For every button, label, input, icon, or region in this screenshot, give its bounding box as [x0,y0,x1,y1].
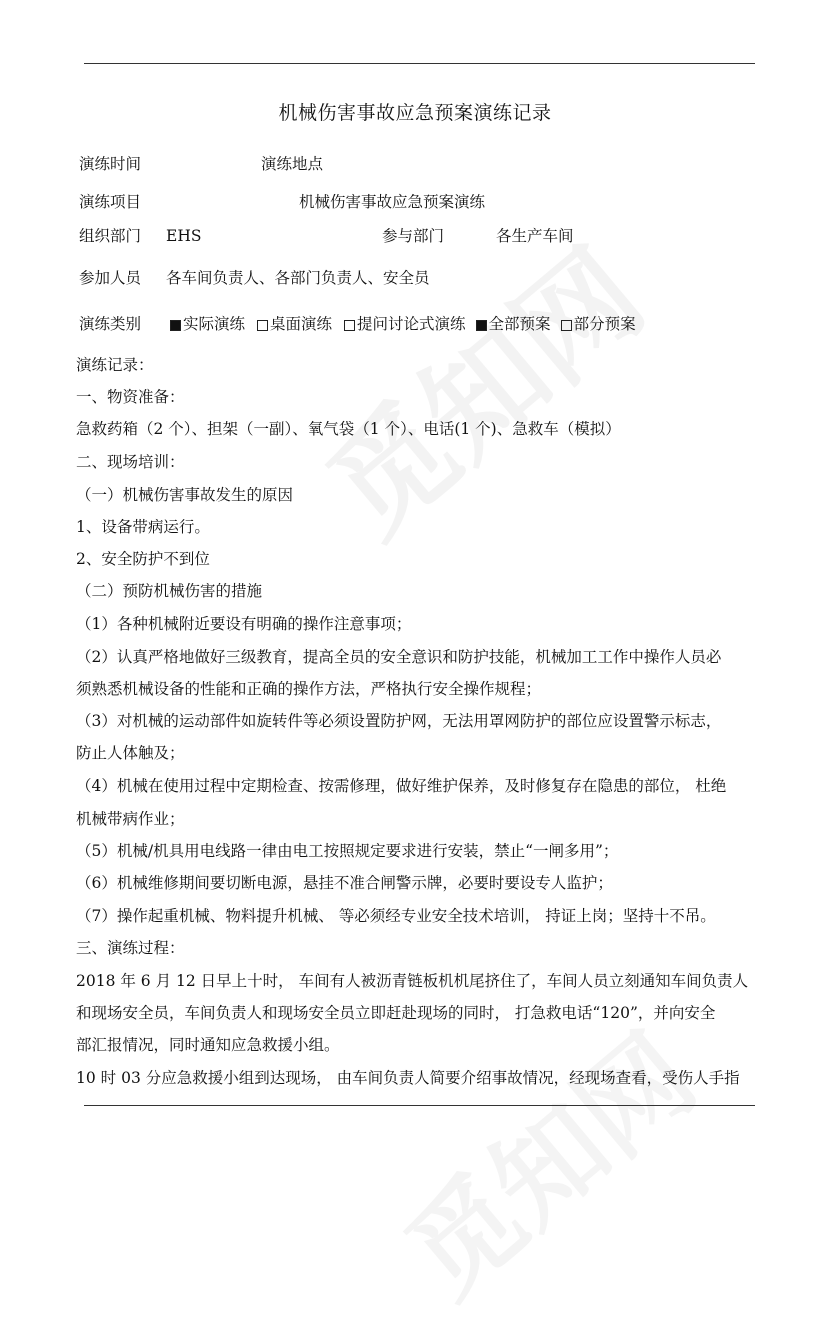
measure-1: （1）各种机械附近要设有明确的操作注意事项； [76,615,412,633]
type-options [170,314,648,334]
measure-3-line-2: 防止人体触及； [76,744,185,762]
measure-4-line-1: （4）机械在使用过程中定期检查、按需修理，做好维护保养，及时修复存在隐患的部位， 杜绝 [76,777,727,795]
participant-dept-value: 各生产车间 [496,227,574,245]
section-1-items: 急救药箱（2 个）、担架（一副）、氧气袋（1 个）、电话(1 个)、急救车（模拟） [76,420,621,438]
time-label: 演练时间 [79,155,142,173]
participants-value: 各车间负责人、各部门负责人、安全员 [166,269,430,287]
section-2-sub-2: （二）预防机械伤害的措施 [76,582,263,600]
checkbox-empty-icon [257,320,268,331]
type-label: 演练类别 [79,315,142,333]
cause-item-1: 1、设备带病运行。 [76,518,210,536]
section-1-title: 一、物资准备： [76,388,185,406]
project-value: 机械伤害事故应急预案演练 [299,193,486,211]
page-title: 机械伤害事故应急预案演练记录 [278,102,552,124]
measure-3-line-1: （3）对机械的运动部件如旋转件等必须设置防护网，无法用罩网防护的部位应设置警示标志， [76,712,722,730]
section-3-title: 三、演练过程： [76,939,185,957]
type-option-partial[interactable]: 部分预案 [561,314,636,334]
checkbox-empty-icon [561,320,572,331]
footer-rule [84,1105,755,1106]
header-rule [84,63,755,64]
measure-4-line-2: 机械带病作业； [76,810,185,828]
section-2-title: 二、现场培训： [76,453,185,471]
cause-item-2: 2、安全防护不到位 [76,550,210,568]
type-option-tabletop[interactable]: 桌面演练 [257,314,332,334]
watermark [287,204,673,567]
type-option-full[interactable]: 全部预案 [476,314,551,334]
watermark-bottom [368,992,722,1325]
type-option-discussion[interactable]: 提问讨论式演练 [344,314,466,334]
checkbox-checked-icon [170,320,181,331]
org-label: 组织部门 [79,227,142,245]
org-value: EHS [166,227,202,245]
process-para-2-line-1: 10 时 03 分应急救援小组到达现场， 由车间负责人简要介绍事故情况，经现场查看，受伤人手指 [76,1069,740,1087]
participant-dept-label: 参与部门 [382,227,445,245]
type-option-actual[interactable]: 实际演练 [170,314,245,334]
process-para-1-line-1: 2018 年 6 月 12 日早上十时， 车间有人被沥青链板机机尾挤住了，车间人员立刻通知车间负责人 [76,972,749,990]
process-para-1-line-2: 和现场安全员，车间负责人和现场安全员立即赶赴现场的同时， 打急救电话“120”，并向安全 [76,1004,716,1022]
record-label: 演练记录： [76,356,154,374]
measure-5: （5）机械/机具用电线路一律由电工按照规定要求进行安装，禁止“一闸多用”； [76,842,619,860]
measure-2-line-2: 须熟悉机械设备的性能和正确的操作方法，严格执行安全操作规程； [76,680,542,698]
section-2-sub-1: （一）机械伤害事故发生的原因 [76,486,294,504]
project-label: 演练项目 [79,193,142,211]
checkbox-empty-icon [344,320,355,331]
checkbox-checked-icon [476,320,487,331]
measure-7: （7）操作起重机械、物料提升机械、 等必须经专业安全技术培训， 持证上岗；坚持十不吊。 [76,907,716,925]
participants-label: 参加人员 [79,269,142,287]
process-para-1-line-3: 部汇报情况，同时通知应急救援小组。 [76,1036,340,1054]
measure-2-line-1: （2）认真严格地做好三级教育，提高全员的安全意识和防护技能，机械加工工作中操作人员必 [76,648,722,666]
measure-6: （6）机械维修期间要切断电源，悬挂不准合闸警示牌，必要时要设专人监护； [76,874,613,892]
location-label: 演练地点 [261,155,324,173]
